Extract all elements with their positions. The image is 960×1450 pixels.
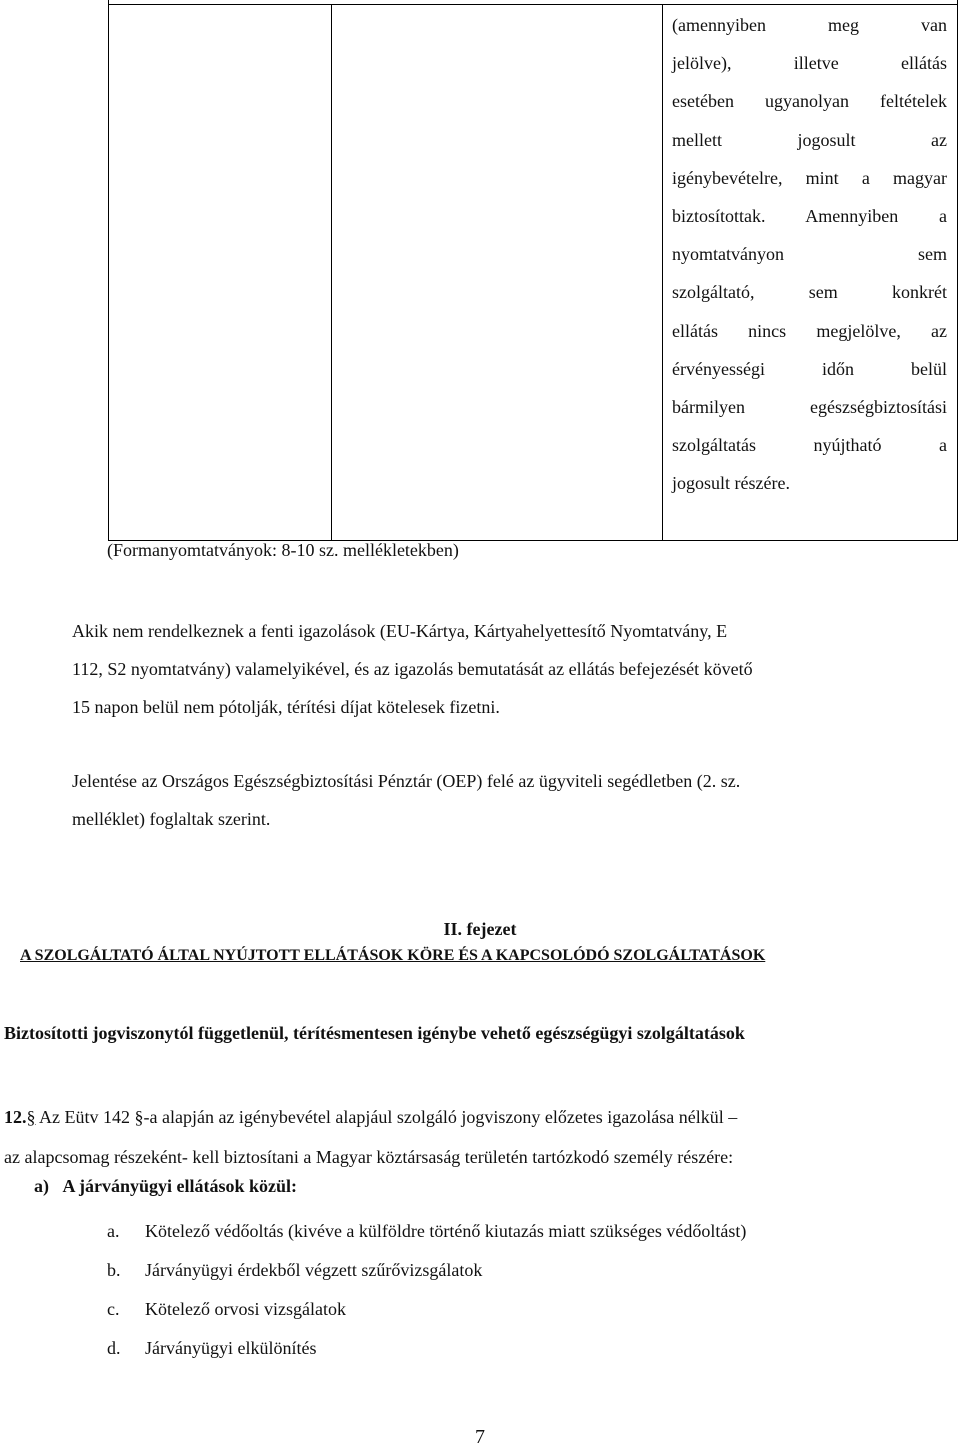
list-marker: b. (107, 1260, 121, 1280)
list-marker: d. (107, 1338, 121, 1358)
list-item (107, 1290, 746, 1329)
paragraph-line: Jelentése az Országos Egészségbiztosítási Pénztár (OEP) felé az ügyviteli segédletben (2. sz. (72, 771, 741, 791)
list-text: Járványügyi érdekből végzett szűrővizsgálatok (145, 1260, 483, 1280)
paragraph-line: 112, S2 nyomtatvány) valamelyikével, és az igazolás bemutatását az ellátás befejezését követő (72, 659, 753, 679)
paragraph-12-line-1 (4, 1097, 737, 1137)
chapter-number: II. fejezet (443, 919, 517, 939)
cell-line: jogosult részére. (672, 473, 790, 494)
cell-line: szolgáltatás nyújtható a (672, 435, 947, 456)
paragraph-reporting (72, 762, 912, 838)
subsection-title: A járványügyi ellátások közül: (62, 1176, 298, 1196)
list-item (107, 1251, 746, 1290)
subsection-marker: a) (34, 1176, 49, 1196)
cell-line: (amennyiben meg van (672, 15, 947, 35)
page-number: 7 (475, 1426, 485, 1448)
subsection-a (34, 1176, 297, 1197)
forms-reference: (Formanyomtatványok: 8-10 sz. mellékletekben) (107, 540, 459, 560)
table-column-divider (331, 4, 332, 540)
cell-line: nyomtatványon sem (672, 244, 947, 265)
epidemic-services-list (107, 1212, 746, 1368)
cell-line: esetében ugyanolyan feltételek (672, 91, 947, 112)
list-item (107, 1329, 746, 1368)
paragraph-12-text: Az Eütv 142 §-a alapján az igénybevétel alapjául szolgáló jogviszony előzetes igazolása nélkül – (35, 1107, 738, 1127)
section-heading: Biztosítotti jogviszonytól függetlenül, térítésmentesen igénybe vehető egészségügyi szolgáltatások (4, 1023, 745, 1043)
cell-line: igénybevételre, mint a magyar (672, 167, 947, 188)
cell-line: érvényességi időn belül (672, 358, 947, 379)
list-marker: a. (107, 1221, 120, 1241)
paragraph-line: 15 napon belül nem pótolják, térítési díjat kötelesek fizetni. (72, 697, 500, 717)
paragraph-fees (72, 612, 912, 726)
cell-line: jelölve), illetve ellátás (672, 53, 947, 74)
cell-line: ellátás nincs megjelölve, az (672, 320, 947, 341)
paragraph-12 (4, 1097, 737, 1177)
paragraph-number: 12. (4, 1107, 27, 1127)
cell-line: szolgáltató, sem konkrét (672, 282, 947, 303)
cell-line: biztosítottak. Amennyiben a (672, 206, 947, 227)
paragraph-line: Akik nem rendelkeznek a fenti igazolások (EU-Kártya, Kártyahelyettesítő Nyomtatvány, E (72, 621, 728, 641)
list-text: Járványügyi elkülönítés (145, 1338, 317, 1358)
list-marker: c. (107, 1299, 120, 1319)
cell-line: mellett jogosult az (672, 129, 947, 150)
list-item (107, 1212, 746, 1251)
cell-line: bármilyen egészségbiztosítási (672, 397, 947, 418)
paragraph-line: melléklet) foglaltak szerint. (72, 809, 271, 829)
paragraph-12-line-2: az alapcsomag részeként- kell biztosítani a Magyar köztársaság területén tartózkodó személy részére: (4, 1147, 734, 1167)
list-text: Kötelező orvosi vizsgálatok (145, 1299, 346, 1319)
list-text: Kötelező védőoltás (kivéve a külföldre történő kiutazás miatt szükséges védőoltást) (145, 1221, 747, 1241)
table-column-divider (662, 4, 663, 540)
chapter-title-text: A SZOLGÁLTATÓ ÁLTAL NYÚJTOTT ELLÁTÁSOK KÖRE ÉS A KAPCSOLÓDÓ SZOLGÁLTATÁSOK (20, 947, 766, 964)
paragraph-sign: § (26, 1107, 36, 1127)
table-cell-text (672, 6, 947, 503)
chapter-title (20, 947, 765, 965)
